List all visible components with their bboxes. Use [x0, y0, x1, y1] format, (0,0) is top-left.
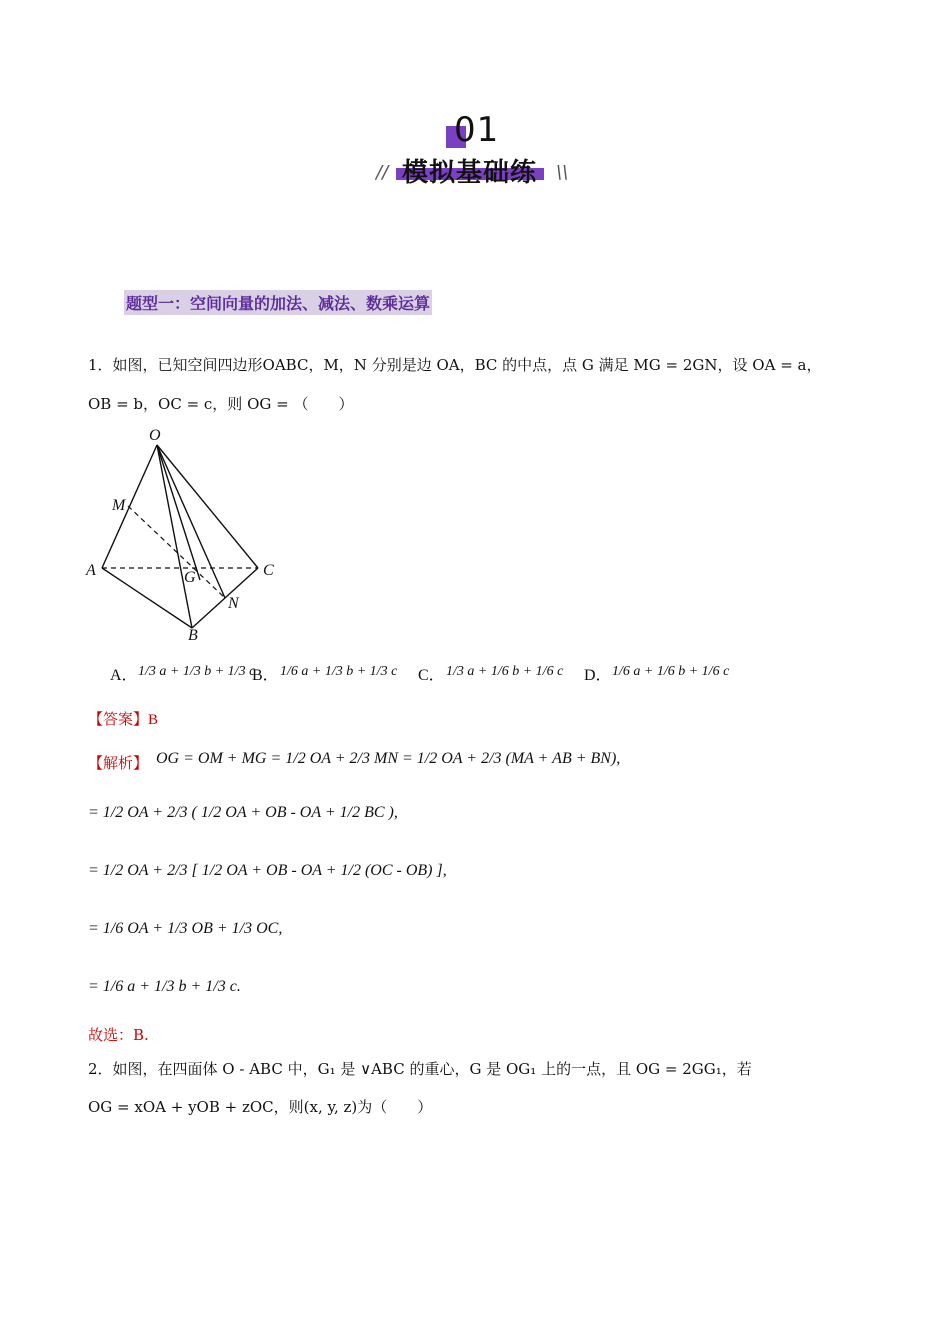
q2-line1: 2．如图，在四面体 O - ABC 中，G₁ 是 ∨ABC 的重心，G 是 OG₁ 上的一点，且 OG = 2GG₁，若	[88, 1060, 752, 1078]
option-d[interactable]: D．	[584, 667, 612, 684]
right-slash-decoration: \\	[556, 162, 569, 183]
label-N: N	[228, 595, 239, 612]
q2-line2: OG = xOA + yOB + zOC，则(x, y, z)为（ ）	[88, 1098, 433, 1116]
header-badge	[376, 110, 569, 192]
label-G: G	[184, 569, 196, 586]
section-title: 题型一：空间向量的加法、减法、数乘运算	[124, 290, 432, 315]
section-number: 01	[454, 110, 500, 150]
option-c[interactable]: C．	[418, 667, 445, 684]
analysis-step-1: OG = OM + MG = 1/2 OA + 2/3 MN = 1/2 OA + 2/3 (MA + AB + BN),	[156, 750, 621, 767]
conclusion: 故选：B.	[88, 1026, 149, 1044]
analysis-step-3: = 1/2 OA + 2/3 [ 1/2 OA + OB - OA + 1/2 (OC - OB) ],	[88, 862, 447, 879]
analysis-step-2: = 1/2 OA + 2/3 ( 1/2 OA + OB - OA + 1/2 BC ),	[88, 804, 398, 821]
label-B: B	[188, 627, 198, 644]
option-b-text: 1/6 a + 1/3 b + 1/3 c	[280, 664, 398, 679]
answer-value: B	[148, 712, 159, 728]
tetrahedron-figure	[80, 420, 290, 650]
option-b[interactable]: B．	[252, 667, 279, 684]
option-a[interactable]: A．	[110, 667, 138, 684]
analysis-step-5: = 1/6 a + 1/3 b + 1/3 c.	[88, 978, 241, 995]
label-A: A	[86, 562, 96, 579]
q1-line1: 1．如图，已知空间四边形OABC，M，N 分别是边 OA，BC 的中点，点 G 满足 MG = 2GN，设 OA = a，	[88, 356, 822, 374]
label-C: C	[263, 562, 274, 579]
header-title: 模拟基础练	[402, 158, 538, 188]
left-slash-decoration: //	[376, 162, 389, 183]
analysis-tag: 【解析】	[88, 754, 149, 772]
q1-line2: OB = b，OC = c，则 OG = （ ）	[88, 395, 354, 413]
option-c-text: 1/3 a + 1/6 b + 1/6 c	[446, 664, 564, 679]
option-a-text: 1/3 a + 1/3 b + 1/3 c	[138, 664, 256, 679]
label-O: O	[149, 427, 161, 444]
label-M: M	[112, 497, 126, 514]
answer-tag: 【答案】	[88, 710, 149, 728]
option-d-text: 1/6 a + 1/6 b + 1/6 c	[612, 664, 730, 679]
analysis-step-4: = 1/6 OA + 1/3 OB + 1/3 OC,	[88, 920, 283, 937]
